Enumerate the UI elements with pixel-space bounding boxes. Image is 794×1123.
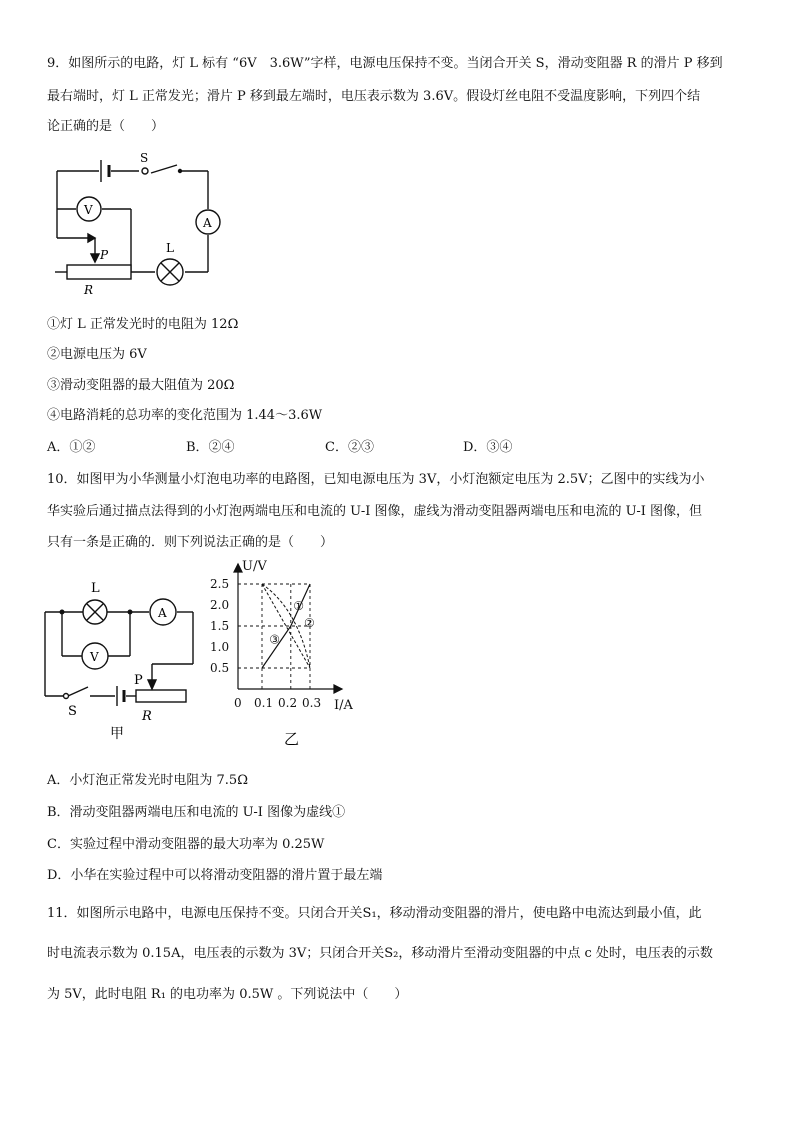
q10-stem-line-2: 华实验后通过描点法得到的小灯泡两端电压和电流的 U-I 图像，虚线为滑动变阻器两端电压和电流的 U-I 图像，但 — [47, 504, 703, 519]
q10-voltmeter-label: V — [90, 650, 99, 664]
q9-option-a[interactable]: A．①② — [47, 440, 96, 455]
q9-stem-line-2: 最右端时，灯 L 正常发光；滑片 P 移到最左端时，电压表示数为 3.6V。假设灯丝电阻不受温度影响，下列四个结 — [47, 89, 701, 104]
x-axis-label: I/A — [334, 698, 353, 713]
q11-stem-line-1: 11．如图所示电路中，电源电压保持不变。只闭合开关S₁，移动滑动变阻器的滑片，使电路中电流达到最小值，此 — [47, 906, 702, 921]
y-tick-label: 2.5 — [210, 577, 230, 591]
q9-option-b[interactable]: B．②④ — [186, 440, 235, 455]
y-axis-label: U/V — [242, 559, 267, 574]
q9-option-d[interactable]: D．③④ — [463, 440, 513, 455]
q9-option-c[interactable]: C．②③ — [325, 440, 374, 455]
q10-stem-line-1: 10．如图甲为小华测量小灯泡电功率的电路图，已知电源电压为 3V，小灯泡额定电压为 2.5V；乙图中的实线为小 — [47, 472, 705, 487]
q10-option-a[interactable]: A．小灯泡正常发光时电阻为 7.5Ω — [47, 773, 248, 788]
q9-circuit-diagram — [45, 148, 225, 300]
q9-switch-label: S — [140, 151, 149, 165]
q10-option-c[interactable]: C．实验过程中滑动变阻器的最大功率为 0.25W — [47, 837, 325, 852]
y-axis-arrow — [234, 564, 242, 572]
x-tick-label: 0.1 — [254, 696, 274, 710]
y-tick-label: 1.0 — [210, 640, 230, 654]
q9-rheostat-label: R — [84, 283, 94, 297]
q10-stem-line-3: 只有一条是正确的．则下列说法正确的是（ ） — [47, 535, 334, 550]
q9-slider-label: P — [100, 248, 109, 262]
x-axis-arrow — [334, 685, 342, 693]
q9-statement-3: ③滑动变阻器的最大阻值为 20Ω — [47, 378, 235, 393]
q9-statement-2: ②电源电压为 6V — [47, 347, 147, 362]
q10-option-b[interactable]: B．滑动变阻器两端电压和电流的 U-I 图像为虚线① — [47, 805, 346, 820]
q9-lamp-label: L — [166, 241, 174, 255]
y-tick-label: 2.0 — [210, 598, 230, 612]
x-tick-label: 0.2 — [278, 696, 298, 710]
q10-circuit-caption: 甲 — [110, 726, 124, 742]
y-tick-label: 0.5 — [210, 661, 230, 675]
series-2-label: ② — [304, 615, 315, 630]
q9-rheostat-body — [67, 265, 131, 279]
q9-stem-line-3: 论正确的是（ ） — [47, 119, 165, 134]
q9-voltmeter-label: V — [84, 203, 93, 217]
x-tick-label: 0.3 — [302, 696, 322, 710]
q10-option-d[interactable]: D．小华在实验过程中可以将滑动变阻器的滑片置于最左端 — [47, 868, 383, 883]
q10-rheostat-label: R — [142, 709, 152, 724]
q10-ui-chart — [200, 559, 405, 752]
q10-circuit-diagram — [40, 572, 205, 744]
q10-chart-caption: 乙 — [284, 730, 300, 748]
q10-ammeter-label: A — [158, 606, 167, 620]
q9-stem-line-1: 9．如图所示的电路，灯 L 标有 “6V 3.6W”字样，电源电压保持不变。当闭合开关 S，滑动变阻器 R 的滑片 P 移到 — [47, 56, 723, 71]
origin-label: 0 — [234, 696, 242, 710]
q9-statement-4: ④电路消耗的总功率的变化范围为 1.44～3.6W — [47, 408, 323, 423]
series-1-label: ① — [293, 599, 304, 613]
q11-stem-line-2: 时电流表示数为 0.15A，电压表的示数为 3V；只闭合开关S₂，移动滑片至滑动变阻器的中点 c 处时，电压表的示数 — [47, 946, 713, 961]
q9-statement-1: ①灯 L 正常发光时的电阻为 12Ω — [47, 317, 239, 332]
q10-rheostat-body — [136, 690, 186, 702]
q10-slider-label: P — [134, 673, 143, 688]
q11-stem-line-3: 为 5V，此时电阻 R₁ 的电功率为 0.5W 。下列说法中（ ） — [47, 987, 408, 1002]
q10-lamp-label: L — [91, 581, 100, 596]
y-tick-label: 1.5 — [210, 619, 230, 633]
series-3-label: ③ — [269, 632, 280, 647]
q10-switch-label: S — [68, 704, 77, 719]
q9-ammeter-label: A — [203, 216, 212, 230]
